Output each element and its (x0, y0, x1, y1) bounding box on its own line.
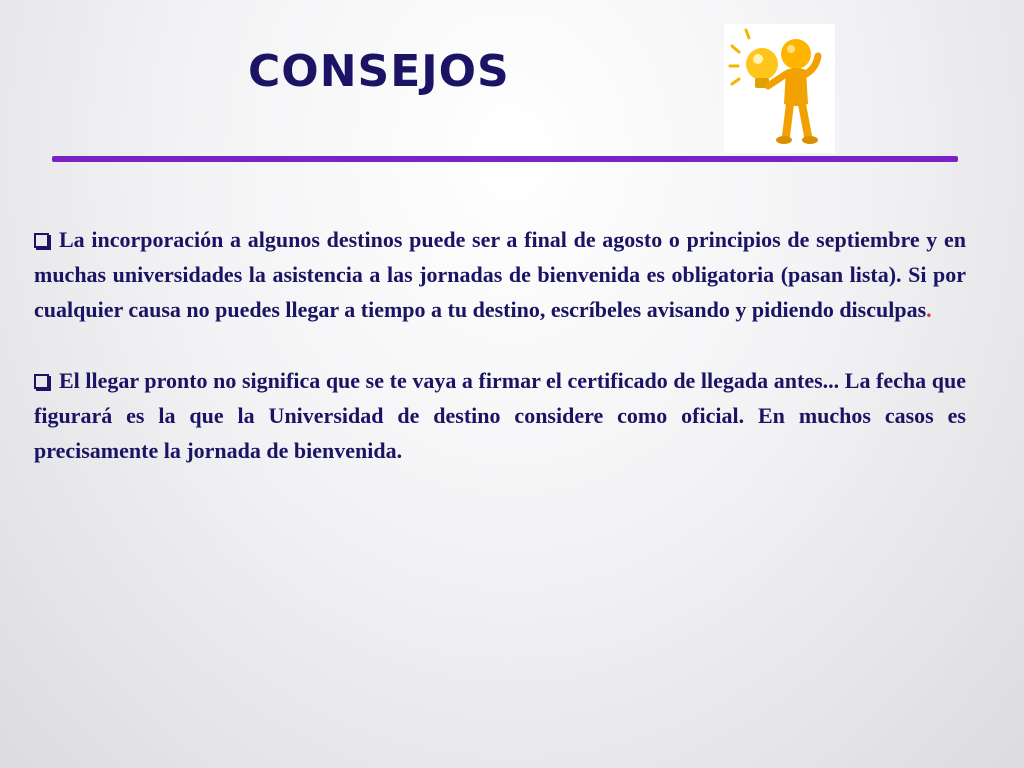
lightbulb-figure-icon (724, 24, 835, 153)
bullet-item (34, 363, 966, 468)
bullet-item (34, 222, 966, 327)
trailing-dot: . (926, 297, 932, 322)
slide-title: CONSEJOS (248, 46, 510, 97)
bullet-list (34, 222, 966, 468)
square-bullet-icon (34, 374, 49, 389)
square-bullet-icon (34, 233, 49, 248)
title-divider (52, 156, 958, 162)
bullet-text: La incorporación a algunos destinos puede ser a final de agosto o principios de septiembre y en muchas universidades la asistencia a las jornadas de bienvenida es obligatoria (pasan lista). Si por cualquier causa no puedes llegar a tiempo a tu destino, escríbeles avisando y pidiendo disculpas (34, 227, 966, 322)
bullet-text: El llegar pronto no significa que se te vaya a firmar el certificado de llegada antes... La fecha que figurará es la que la Universidad de destino considere como oficial. En muchos casos es precisamente la jornada de bienvenida. (34, 368, 966, 463)
